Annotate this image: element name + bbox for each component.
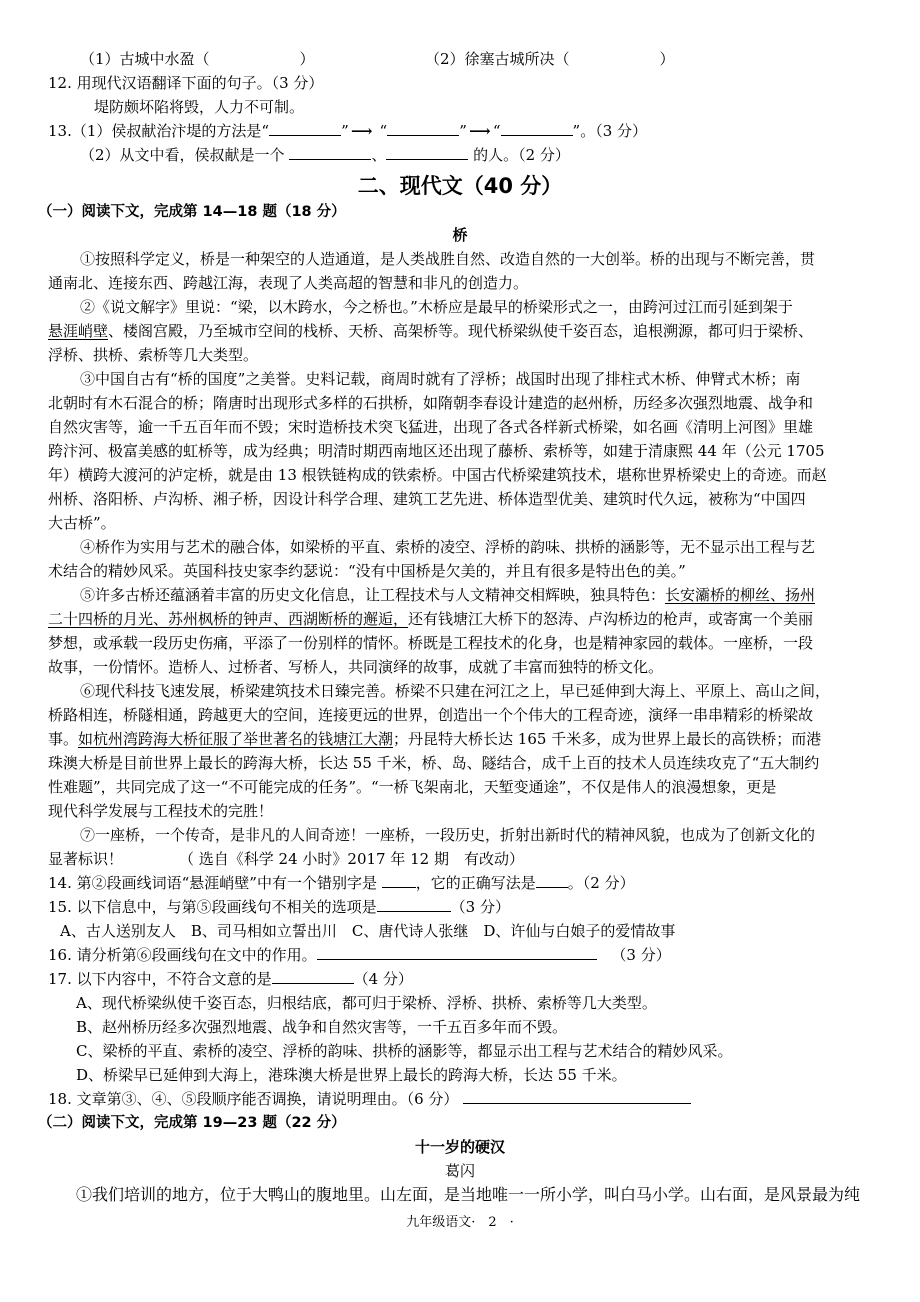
answer-blank[interactable]	[317, 944, 597, 960]
q15-score: （3 分）	[450, 898, 510, 916]
q15-options: A、古人送别友人 B、司马相如立誓出川 C、唐代诗人张继 D、许仙与白娘子的爱情故事	[60, 922, 676, 940]
answer-blank[interactable]	[386, 144, 468, 160]
q14-text: ，它的正确写法是	[415, 874, 536, 892]
para-6-line: ⑥现代科技飞速发展，桥梁建筑技术日臻完善。桥梁不只建在河江之上，早已延伸到大海上、平原上、高山之间，	[80, 682, 831, 700]
q11-item-2: （2）徐塞古城所决（ ）	[425, 50, 675, 68]
para-text: 还有钱塘江大桥下的怒涛、卢沟桥边的枪声，或寄寓一个美丽	[408, 610, 814, 628]
para-3-line: 跨汴河、极富美感的虹桥等，成为经典；明清时期西南地区还出现了藤桥、索桥等，如建于清康熙 44 年（公元 1705	[48, 442, 825, 460]
arrow-icon: ⟶	[469, 122, 491, 140]
answer-blank[interactable]	[269, 120, 341, 136]
answer-blank[interactable]	[387, 120, 459, 136]
q13-part2-lead: （2）从文中看，侯叔献是一个	[80, 146, 285, 164]
section-title: 二、现代文（40 分）	[357, 174, 563, 198]
arrow-icon: ⟶	[350, 122, 373, 140]
q11-item-1: （1）古城中水盈（ ）	[80, 50, 315, 68]
q13-part2	[80, 144, 570, 166]
para-6-line: 珠澳大桥是目前世界上最长的跨海大桥，长达 55 千米，桥、岛、隧结合，成千上百的技术人员连续攻克了“五大制约	[48, 754, 820, 772]
underlined-sentence: 长安灞桥的柳丝、扬州	[665, 586, 816, 604]
q14-score: 。（2 分）	[567, 874, 635, 892]
para-4-line: 术结合的精妙风采。英国科技史家李约瑟说：“没有中国桥是欠美的，并且有很多是特出色的美。”	[48, 562, 686, 580]
score-label: ”。（3 分）	[572, 122, 648, 140]
answer-blank[interactable]	[536, 872, 568, 888]
q17-score: （4 分）	[353, 970, 413, 988]
q17-option: A、现代桥梁纵使千姿百态，归根结底，都可归于梁桥、浮桥、拱桥、索桥等几大类型。	[76, 994, 657, 1012]
q14-text: 14. 第②段画线词语“悬涯峭壁”中有一个错别字是	[48, 874, 377, 892]
para-6-line	[48, 728, 821, 750]
q15-text: 15. 以下信息中，与第⑤段画线句不相关的选项是	[48, 898, 377, 916]
quote-open: “	[379, 122, 388, 140]
answer-blank[interactable]	[463, 1088, 691, 1104]
q17	[48, 968, 413, 990]
para-text: ；丹昆特大桥长达 165 千米多，成为世界上最长的高铁桥；而港	[393, 730, 822, 748]
para-3-line: 北朝时有木石混合的桥；隋唐时出现形式多样的石拱桥，如隋朝李春设计建造的赵州桥，历经多次强烈地震、战争和	[48, 394, 814, 412]
q17-text: 17. 以下内容中，不符合文意的是	[48, 970, 272, 988]
q16-text: 16. 请分析第⑥段画线句在文中的作用。	[48, 946, 317, 964]
q18	[48, 1088, 691, 1110]
underlined-sentence: 如杭州湾跨海大桥征服了举世著名的钱塘江大潮	[78, 730, 394, 748]
q14	[48, 872, 635, 894]
para-text: 、楼阁宫殿，乃至城市空间的栈桥、天桥、高架桥等。现代桥梁纵使千姿百态，追根溯源，都可归于梁桥、	[108, 322, 814, 340]
quote-close: ”	[459, 122, 467, 140]
q16	[48, 944, 671, 966]
q18-text: 18. 文章第③、④、⑤段顺序能否调换，请说明理由。（6 分）	[48, 1090, 459, 1108]
para-6-line: 现代科学发展与工程技术的完胜！	[48, 802, 274, 820]
q15	[48, 896, 510, 918]
para-6-line: 桥路相连，桥隧相通，跨越更大的空间，连接更远的世界，创造出一个个伟大的工程奇迹，演绎一串串精彩的桥梁故	[48, 706, 814, 724]
underlined-phrase: 悬涯峭壁	[48, 322, 109, 340]
para-5-line: 梦想，或承载一段历史伤痛，平添了一份别样的情怀。桥既是工程技术的化身，也是精神家园的载体。一座桥，一段	[48, 634, 814, 652]
para-text: 事。	[48, 730, 79, 748]
source-note: （ 选自《科学 24 小时》2017 年 12 期 有改动）	[179, 850, 524, 868]
article2-author: 葛闪	[444, 1162, 475, 1180]
quote-close: ”	[341, 122, 349, 140]
para-1-line: 通南北、连接东西、跨越江海，表现了人类高超的智慧和非凡的创造力。	[48, 274, 529, 292]
para-7-line: ⑦一座桥，一个传奇，是非凡的人间奇迹！一座桥，一段历史，折射出新时代的精神风貌，也成为了创新文化的	[80, 826, 816, 844]
para-3-line: 自然灾害等，逾一千五百年而不毁；宋时造桥技术突飞猛进，出现了各式各样新式桥梁，如名画《清明上河图》里雄	[48, 418, 814, 436]
para-3-line: 州桥、洛阳桥、卢沟桥、湘子桥，因设计科学合理、建筑工艺先进、桥体造型优美、建筑时代久远，被称为“中国四	[48, 490, 806, 508]
answer-blank[interactable]	[377, 896, 451, 912]
para-5-line	[80, 584, 815, 606]
separator: 、	[371, 146, 387, 164]
para-4-line: ④桥作为实用与艺术的融合体，如梁桥的平直、索桥的凌空、浮桥的韵味、拱桥的涵影等，无不显示出工程与艺	[80, 538, 816, 556]
q13-part2-tail: 的人。（2 分）	[473, 146, 570, 164]
article2-title: 十一岁的硬汉	[414, 1138, 505, 1156]
article2-para-1: ①我们培训的地方，位于大鸭山的腹地里。山左面，是当地唯一一所小学，叫白马小学。山右面，是风景最为纯	[76, 1185, 861, 1204]
q17-option: C、梁桥的平直、索桥的凌空、浮桥的韵味、拱桥的涵影等，都显示出工程与艺术结合的精妙风采。	[76, 1042, 733, 1060]
q13-part1	[48, 120, 647, 142]
answer-blank[interactable]	[501, 120, 573, 136]
part1-heading: （一）阅读下文，完成第 14—18 题（18 分）	[38, 204, 346, 220]
q16-score: （3 分）	[611, 946, 671, 964]
q17-option: D、桥梁早已延伸到大海上，港珠澳大桥是世界上最长的跨海大桥，长达 55 千米。	[76, 1066, 627, 1084]
para-2-line: 浮桥、拱桥、索桥等几大类型。	[48, 346, 259, 364]
q12-sentence: 堤防颇坏陷将毁，人力不可制。	[94, 98, 305, 116]
q13-part1-lead: 13.（1）侯叔献治汴堤的方法是“	[48, 122, 270, 140]
quote-open: “	[492, 122, 501, 140]
para-1-line: ①按照科学定义，桥是一种架空的人造通道，是人类战胜自然、改造自然的一大创举。桥的出现与不断完善，贯	[80, 250, 816, 268]
para-5-line	[48, 608, 813, 630]
answer-blank[interactable]	[272, 968, 354, 984]
q17-option: B、赵州桥历经多次强烈地震、战争和自然灾害等，一千五百多年而不毁。	[76, 1018, 568, 1036]
para-2-line	[48, 320, 813, 342]
para-7-line	[48, 848, 524, 870]
answer-blank[interactable]	[289, 144, 371, 160]
para-text: ⑤许多古桥还蕴涵着丰富的历史文化信息，让工程技术与人文精神交相辉映，独具特色：	[80, 586, 666, 604]
para-3-line: 年）横跨大渡河的泸定桥，就是由 13 根铁链构成的铁索桥。中国古代桥梁建筑技术，堪称世界桥梁史上的奇迹。而赵	[48, 466, 827, 484]
para-2-line: ②《说文解字》里说：“梁，以木跨水，今之桥也。”木桥应是最早的桥梁形式之一，由跨河过江而引延到架于	[80, 298, 793, 316]
page-footer: 九年级语文· 2 ·	[406, 1215, 514, 1230]
answer-blank[interactable]	[382, 872, 416, 888]
underlined-sentence: 二十四桥的月光、苏州枫桥的钟声、西湖断桥的邂逅，	[48, 610, 409, 628]
part2-heading: （二）阅读下文，完成第 19—23 题（22 分）	[38, 1115, 346, 1131]
article-title: 桥	[452, 226, 468, 244]
para-3-line: 大古桥”。	[48, 514, 116, 532]
para-6-line: 性难题”，共同完成了这一“不可能完成的任务”。“一桥飞架南北，天堑变通途”，不仅是伟人的浪漫想象，更是	[48, 778, 777, 796]
para-3-line: ③中国自古有“桥的国度”之美誉。史料记载，商周时就有了浮桥；战国时出现了排柱式木桥、伸臂式木桥；南	[80, 370, 801, 388]
para-5-line: 故事，一份情怀。造桥人、过桥者、写桥人，共同演绎的故事，成就了丰富而独特的桥文化。	[48, 658, 664, 676]
q12-prompt: 12. 用现代汉语翻译下面的句子。（3 分）	[48, 74, 324, 92]
para-text: 显著标识！	[48, 850, 124, 868]
